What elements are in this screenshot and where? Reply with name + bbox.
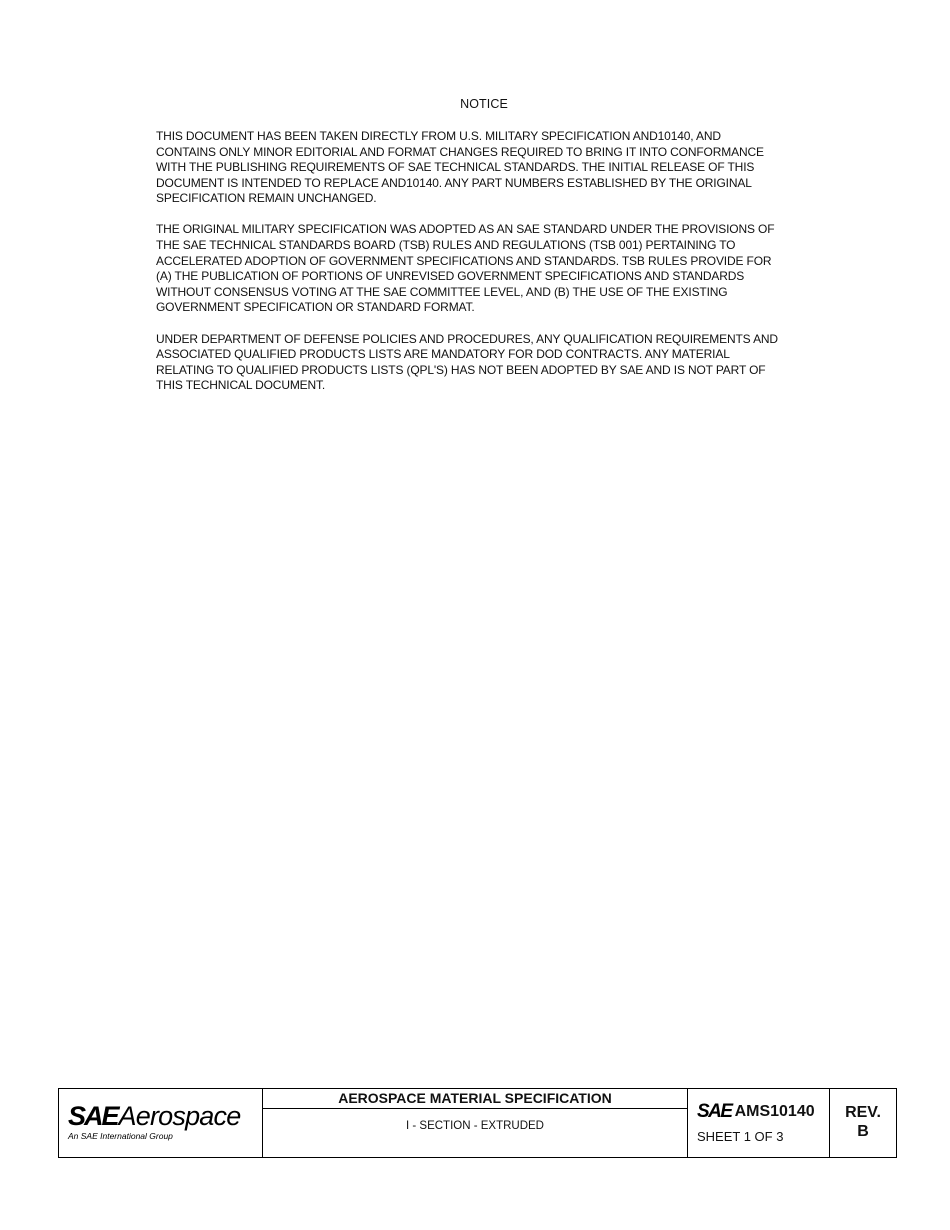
logo-wordmark: Aerospace: [118, 1101, 241, 1131]
spec-title: I - SECTION - EXTRUDED: [405, 1120, 544, 1132]
doc-id: AMS10140: [734, 1103, 815, 1120]
text-line: THIS TECHNICAL DOCUMENT.: [156, 378, 326, 393]
text-line: UNDER DEPARTMENT OF DEFENSE POLICIES AND PROCEDURES, ANY QUALIFICATION REQUIREMENTS AND: [156, 331, 778, 346]
text-line: DOCUMENT IS INTENDED TO REPLACE AND10140. ANY PART NUMBERS ESTABLISHED BY THE ORIGINAL: [156, 175, 752, 190]
notice-title: NOTICE: [460, 97, 508, 111]
text-line: THE ORIGINAL MILITARY SPECIFICATION WAS ADOPTED AS AN SAE STANDARD UNDER THE PROVISIONS OF: [156, 222, 775, 237]
logo-cell: [59, 1089, 263, 1157]
text-line: THIS DOCUMENT HAS BEEN TAKEN DIRECTLY FROM U.S. MILITARY SPECIFICATION AND10140, AND: [156, 129, 721, 143]
rev-value: B: [857, 1123, 869, 1140]
text-line: RELATING TO QUALIFIED PRODUCTS LISTS (QPL'S) HAS NOT BEEN ADOPTED BY SAE AND IS NOT PART OF: [156, 362, 766, 377]
spec-heading: AEROSPACE MATERIAL SPECIFICATION: [263, 1089, 687, 1109]
text-line: WITH THE PUBLISHING REQUIREMENTS OF SAE TECHNICAL STANDARDS. THE INITIAL RELEASE OF THIS: [156, 160, 755, 175]
notice-body: [156, 129, 826, 409]
notice-paragraph: [156, 222, 826, 316]
sae-aerospace-logo: [68, 1103, 240, 1129]
text-line: ASSOCIATED QUALIFIED PRODUCTS LISTS ARE MANDATORY FOR DOD CONTRACTS. ANY MATERIAL: [156, 347, 730, 362]
logo-sae-mark: SAE: [68, 1101, 118, 1131]
text-line: WITHOUT CONSENSUS VOTING AT THE SAE COMMITTEE LEVEL, AND (B) THE USE OF THE EXISTING: [156, 284, 728, 299]
text-line: (A) THE PUBLICATION OF PORTIONS OF UNREVISED GOVERNMENT SPECIFICATIONS AND STANDARDS: [156, 269, 745, 284]
rev-label: REV.: [845, 1104, 881, 1121]
sae-logo-small: SAE: [697, 1101, 732, 1122]
notice-paragraph: [156, 129, 826, 207]
logo-tagline: An SAE International Group: [68, 1131, 173, 1141]
text-line: CONTAINS ONLY MINOR EDITORIAL AND FORMAT CHANGES REQUIRED TO BRING IT INTO CONFORMANCE: [156, 144, 764, 159]
spec-cell: [263, 1089, 688, 1157]
text-line: SPECIFICATION REMAIN UNCHANGED.: [156, 191, 377, 206]
text-line: ACCELERATED ADOPTION OF GOVERNMENT SPECIFICATIONS AND STANDARDS. TSB RULES PROVIDE FOR: [156, 253, 772, 268]
revision-cell: [830, 1089, 896, 1157]
doc-number: [697, 1102, 815, 1121]
notice-paragraph: [156, 332, 826, 394]
text-line: THE SAE TECHNICAL STANDARDS BOARD (TSB) RULES AND REGULATIONS (TSB 001) PERTAINING TO: [156, 238, 736, 253]
text-line: GOVERNMENT SPECIFICATION OR STANDARD FORMAT.: [156, 300, 475, 315]
title-block: [58, 1088, 897, 1158]
sheet-label: SHEET 1 OF 3: [697, 1129, 784, 1144]
doc-number-cell: [688, 1089, 830, 1157]
